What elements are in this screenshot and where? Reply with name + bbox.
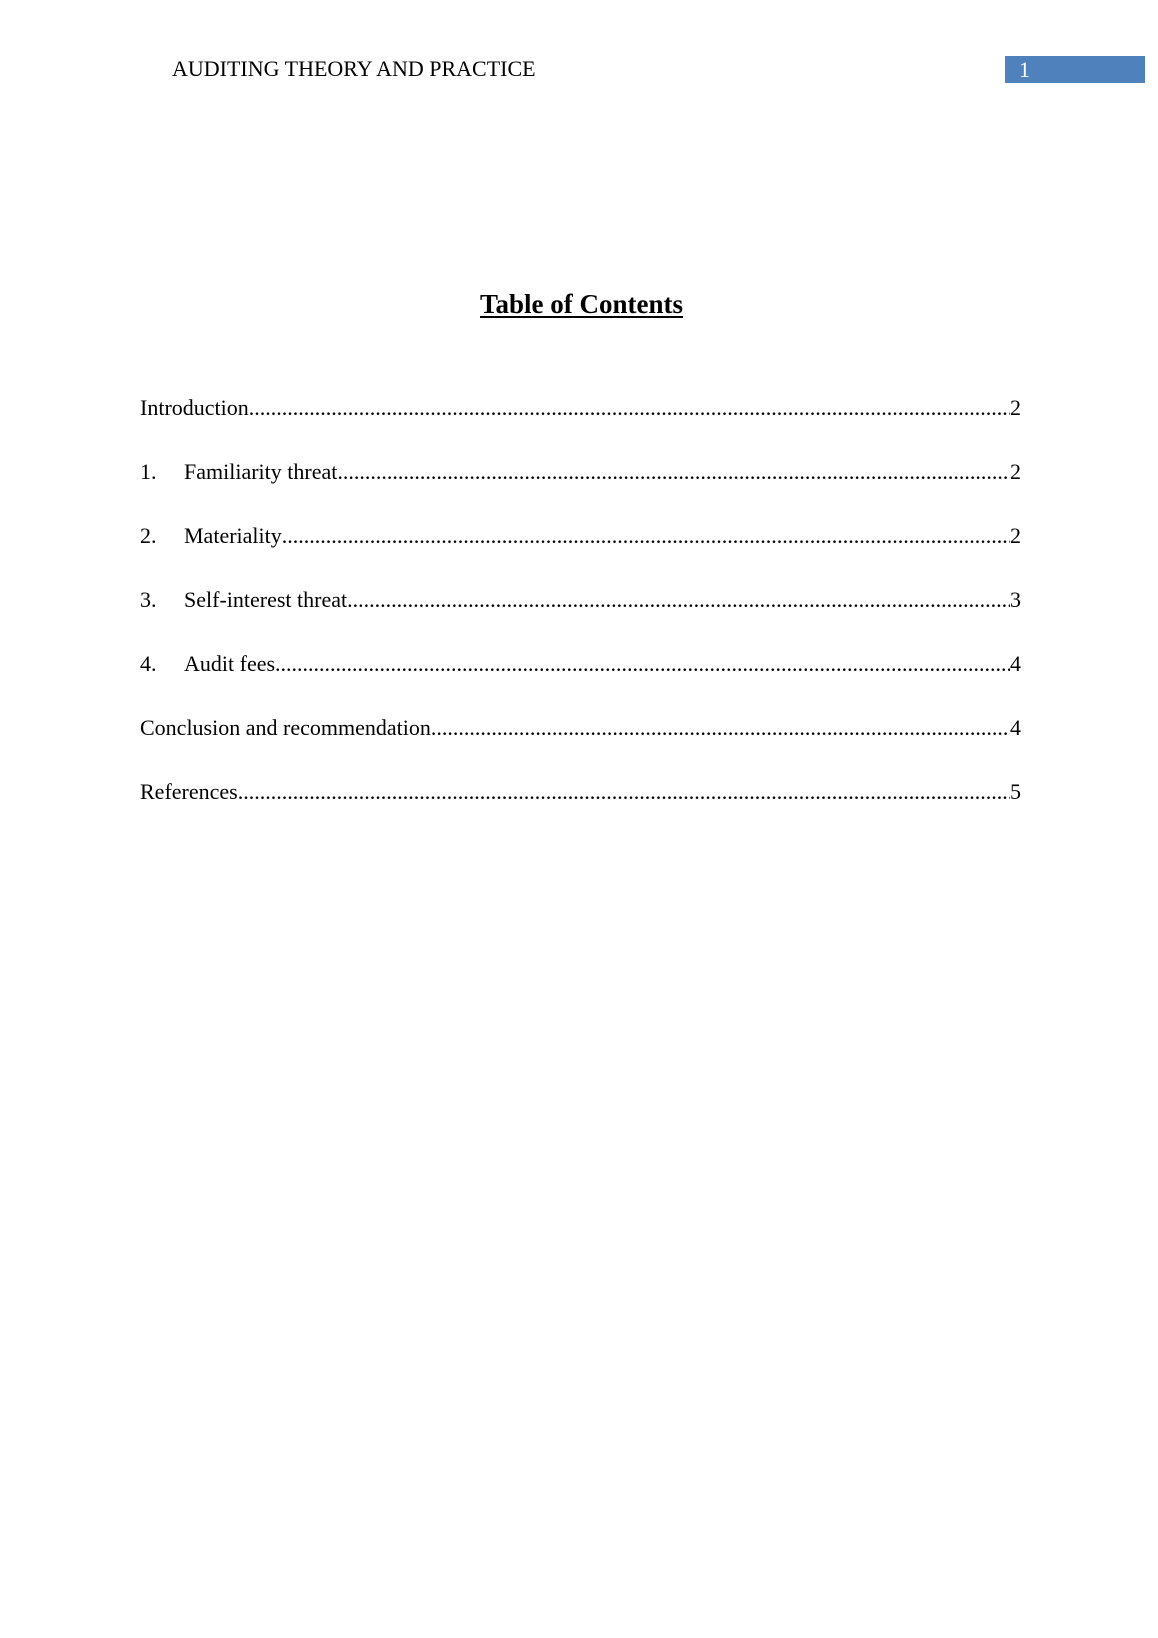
toc-entry-number: 3. — [140, 587, 157, 612]
toc-entry-label: Materiality — [184, 523, 282, 548]
toc-entry-number: 2. — [140, 523, 157, 548]
running-header-title: AUDITING THEORY AND PRACTICE — [172, 56, 536, 81]
toc-entry-label: Audit fees — [184, 651, 276, 676]
toc-dot-leader — [282, 523, 1010, 549]
toc-entry-familiarity-threat[interactable] — [140, 459, 1021, 523]
toc-entry-self-interest-threat[interactable] — [140, 587, 1021, 651]
toc-entry-label: References — [140, 779, 238, 804]
toc-dot-leader — [337, 459, 1010, 485]
toc-entry-page: 5 — [1010, 779, 1021, 804]
toc-entry-page: 2 — [1010, 395, 1021, 420]
toc-entry-page: 4 — [1010, 715, 1021, 740]
toc-entry-audit-fees[interactable] — [140, 651, 1021, 715]
toc-dot-leader — [347, 587, 1010, 613]
toc-entry-page: 3 — [1010, 587, 1021, 612]
toc-entry-label: Self-interest threat — [184, 587, 348, 612]
toc-dot-leader — [249, 395, 1010, 421]
toc-entry-materiality[interactable] — [140, 523, 1021, 587]
toc-entry-label: Introduction — [140, 395, 249, 420]
toc-entry-label: Conclusion and recommendation — [140, 715, 431, 740]
toc-entry-number: 4. — [140, 651, 157, 676]
toc-entry-page: 4 — [1010, 651, 1021, 676]
toc-dot-leader — [275, 651, 1010, 677]
toc-entry-conclusion[interactable] — [140, 715, 1021, 779]
toc-entry-page: 2 — [1010, 459, 1021, 484]
page-number-badge — [1005, 56, 1145, 83]
toc-entry-references[interactable] — [140, 779, 1021, 843]
page-number: 1 — [1019, 57, 1030, 82]
toc-entry-page: 2 — [1010, 523, 1021, 548]
toc-entry-introduction[interactable] — [140, 395, 1021, 459]
toc-dot-leader — [238, 779, 1010, 805]
toc-dot-leader — [431, 715, 1010, 741]
toc-entry-label: Familiarity threat — [184, 459, 338, 484]
toc-entry-number: 1. — [140, 459, 157, 484]
toc-heading: Table of Contents — [479, 289, 684, 319]
toc-list — [140, 395, 1021, 843]
